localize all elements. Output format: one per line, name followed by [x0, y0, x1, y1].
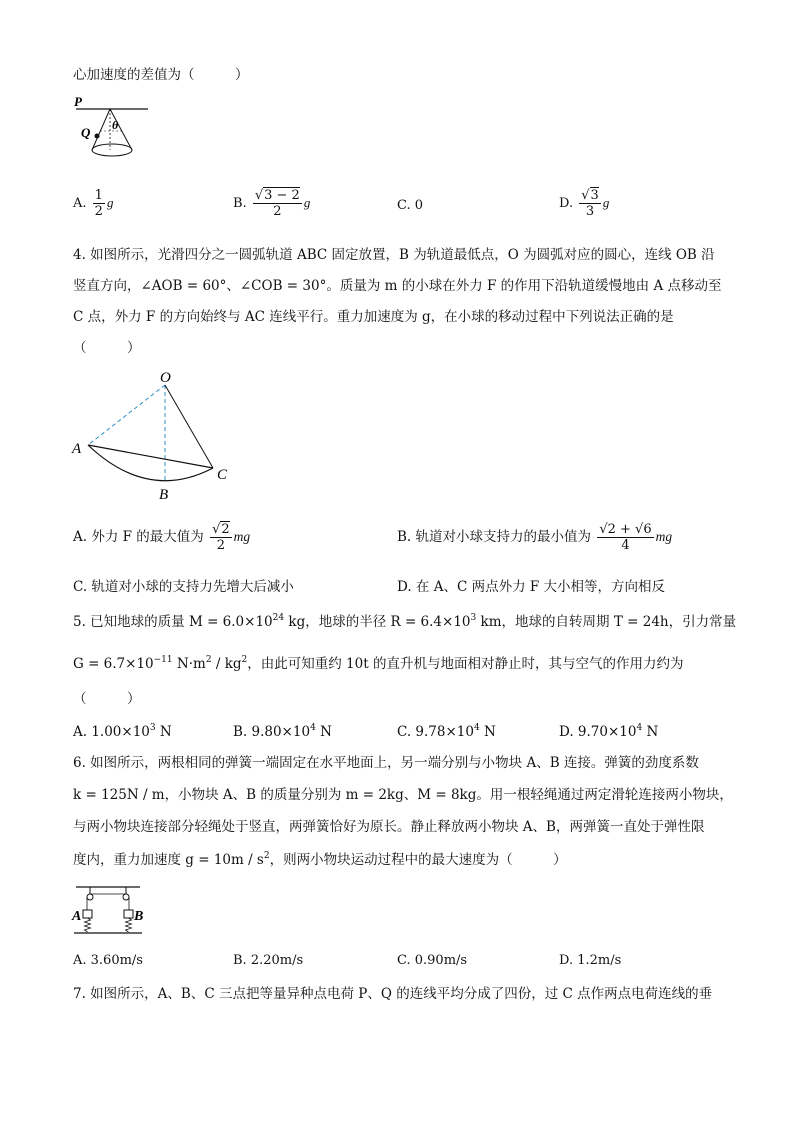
q3-option-b: B. $\frac{√3 - 2}{2}$ g — [233, 188, 311, 219]
frac: $\frac{1}{2}$ — [94, 188, 103, 219]
q5-option-b: B. $9.80\times 10^4$ N — [233, 723, 332, 740]
q3-stem-tail: 心加速度的差值为（ ） — [73, 67, 249, 83]
ball-q — [95, 134, 100, 139]
pulley-right — [123, 894, 129, 900]
pulley-left — [87, 894, 93, 900]
frac: $\frac{√2}{2}$ — [212, 522, 230, 553]
label-a: A — [72, 441, 82, 457]
label-theta: θ — [112, 118, 119, 132]
label-c: C — [217, 467, 228, 483]
label-b: B — [159, 487, 169, 503]
q6-stem-line1: 6. 如图所示，两根相同的弹簧一端固定在水平地面上，另一端分别与小物块 A、B 连接。弹簧的劲度系数 — [73, 755, 699, 771]
q4-option-c: C. 轨道对小球的支持力先增大后减小 — [73, 579, 294, 595]
q3-cone-figure — [70, 92, 160, 172]
q6-stem-line2: k = 125N / m，小物块 A、B 的质量分别为 m = 2kg、M = 8kg。用一根轻绳通过两定滑轮连接两小物块， — [73, 787, 733, 803]
q5-option-c: C. $9.78\times 10^4$ N — [397, 723, 496, 740]
q6-spring-figure — [70, 884, 150, 944]
frac: $\frac{√3 - 2}{2}$ — [254, 188, 300, 219]
q6-stem-line3: 与两小物块连接部分轻绳处于竖直，两弹簧恰好为原长。静止释放两小物块 A、B，两弹簧一直处于弹性限 — [73, 819, 705, 835]
arc-abc — [88, 445, 213, 481]
label-o: O — [160, 370, 171, 386]
q4-option-d: D. 在 A、C 两点外力 F 大小相等，方向相反 — [397, 579, 666, 595]
cone-base — [92, 144, 132, 156]
frac: $\frac{√3}{3}$ — [581, 188, 599, 219]
q4-option-b: B. 轨道对小球支持力的最小值为 $\frac{√2 + √6}{4}$ mg — [397, 522, 673, 553]
q5-stem-line1: 5. 已知地球的质量 $M = 6.0\times 10^{24}$ kg，地球的半径 $R = 6.4\times 10^3$ km，地球的自转周期 T = 24h，引力常量 — [73, 613, 737, 630]
q3-option-d: D. $\frac{√3}{3}$ g — [559, 188, 610, 219]
q7-stem-line1: 7. 如图所示，A、B、C 三点把等量异种点电荷 P、Q 的连线平均分成了四份，过 C 点作两点电荷连线的垂 — [73, 986, 713, 1002]
label-a: A — [72, 909, 82, 924]
q4-arc-figure — [68, 362, 238, 507]
q6-option-a: A. 3.60m/s — [73, 953, 143, 968]
q6-stem-line4: 度内，重力加速度 $g = 10m / s^2$，则两小物块运动过程中的最大速度为（ ） — [73, 851, 567, 868]
q4-option-a: A. 外力 F 的最大值为 $\frac{√2}{2}$ mg — [73, 522, 251, 553]
q6-option-d: D. 1.2m/s — [559, 953, 622, 968]
dashed-oa — [88, 385, 165, 445]
q4-stem-line2: 竖直方向，∠AOB = 60°、∠COB = 30°。质量为 m 的小球在外力 F 的作用下沿轨道缓慢地由 A 点移动至 — [73, 278, 722, 294]
q3-option-a: A. $\frac{1}{2}$ g — [73, 188, 114, 219]
label-p: P — [74, 94, 82, 109]
q6-option-c: C. 0.90m/s — [397, 953, 468, 968]
q5-stem-line2: $G = 6.7\times 10^{-11}$ $N\cdot m^2 / kg^2$，由此可知重约 10t 的直升机与地面相对静止时，其与空气的作用力约为 — [73, 655, 684, 672]
label-b: B — [134, 909, 144, 924]
q6-option-b: B. 2.20m/s — [233, 953, 304, 968]
block-b — [124, 910, 133, 918]
q4-stem-line1: 4. 如图所示，光滑四分之一圆弧轨道 ABC 固定放置，B 为轨道最低点，O 为圆弧对应的圆心，连线 OB 沿 — [73, 247, 715, 263]
chord-ac — [88, 445, 213, 468]
q4-stem-line3: C 点，外力 F 的方向始终与 AC 连线平行。重力加速度为 g，在小球的移动过程中下列说法正确的是 — [73, 309, 674, 325]
block-a — [83, 910, 92, 918]
frac: $\frac{√2 + √6}{4}$ — [599, 522, 652, 553]
q5-answer-paren: （ ） — [73, 691, 141, 707]
label-q: Q — [81, 125, 91, 140]
spring-b — [126, 918, 132, 932]
spring-a — [85, 918, 91, 932]
q4-answer-paren: （ ） — [73, 340, 141, 356]
line-oc — [165, 385, 213, 468]
q5-option-a: A. $1.00\times 10^3$ N — [73, 723, 172, 740]
q3-option-c: C. 0 — [397, 198, 424, 213]
q5-option-d: D. $9.70\times 10^4$ N — [559, 723, 659, 740]
